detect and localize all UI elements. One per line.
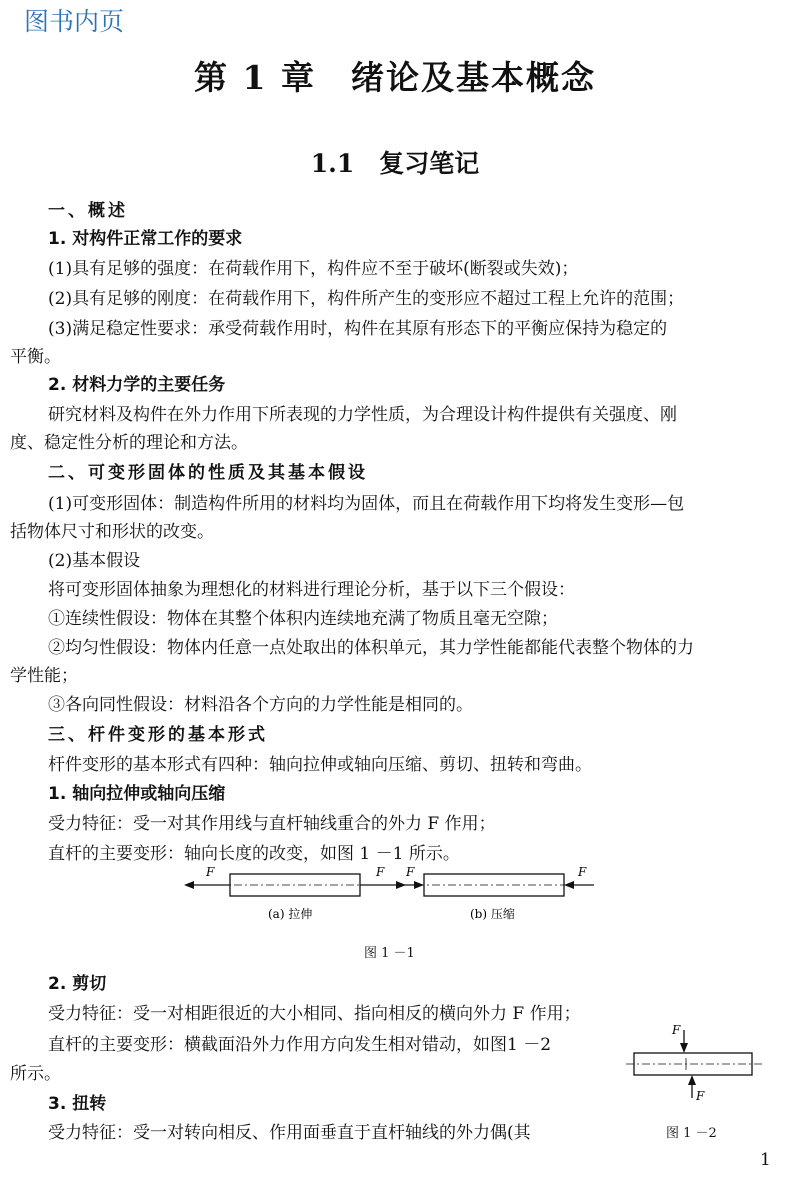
tension-diagram [184,865,406,896]
caption-compression: (b) 压缩 [470,907,515,921]
compression-force-label-left: F [406,865,415,879]
tension-force-label-left: F [206,865,215,879]
tension-force-label-right: F [376,865,385,879]
shear-deformation-cont: 所示。 [10,1064,61,1084]
top-tag: 图书内页 [24,7,125,36]
torsion-force: 受力特征：受一对转向相反、作用面垂直于直杆轴线的外力偶(其 [48,1123,531,1143]
caption-tension: (a) 拉伸 [268,907,313,921]
shear-force-label-bottom: F [696,1089,705,1103]
figure-1-1 [180,862,600,932]
shear-bottom-arrow [688,1075,696,1085]
shear-force: 受力特征：受一对相距很近的大小相同、指向相反的横向外力 F 作用； [48,1004,581,1024]
requirement-stability-cont: 平衡。 [10,347,61,367]
requirement-stiffness: (2)具有足够的刚度：在荷载作用下，构件所产生的变形应不超过工程上允许的范围； [48,289,685,309]
compression-left-arrow [414,881,424,889]
task-text: 研究材料及构件在外力作用下所表现的力学性质，为合理设计构件提供有关强度、刚 [48,405,677,425]
axial-deformation: 直杆的主要变形：轴向长度的改变，如图 1 －1 所示。 [48,844,460,864]
compression-diagram [402,865,594,896]
axial-force: 受力特征：受一对其作用线与直杆轴线重合的外力 F 作用； [48,814,496,834]
shear-force-label-top: F [672,1023,681,1037]
requirement-stability: (3)满足稳定性要求：承受荷载作用时，构件在其原有形态下的平衡应保持为稳定的 [48,319,668,339]
shear-deformation: 直杆的主要变形：横截面沿外力作用方向发生相对错动，如图1 －2 [48,1035,552,1055]
figure-1-1-title: 图 1 －1 [364,946,415,961]
heading-forms: 三、杆件变形的基本形式 [48,725,268,745]
page-number: 1 [760,1150,771,1170]
heading-task: 2. 材料力学的主要任务 [48,375,226,395]
forms-intro: 杆件变形的基本形式有四种：轴向拉伸或轴向压缩、剪切、扭转和弯曲。 [48,755,592,775]
basic-assumptions: (2)基本假设 [48,551,141,571]
assumption-continuity: ①连续性假设：物体在其整个体积内连续地充满了物质且毫无空隙； [48,609,558,629]
heading-axial: 1. 轴向拉伸或轴向压缩 [48,784,226,804]
compression-right-arrow [564,881,574,889]
task-text-cont: 度、稳定性分析的理论和方法。 [10,433,248,453]
figure-1-2 [622,1022,772,1108]
chapter-title: 第 1 章 绪论及基本概念 [194,58,596,97]
shear-top-arrow [680,1043,688,1053]
assumptions-intro: 将可变形固体抽象为理想化的材料进行理论分析，基于以下三个假设： [48,580,575,600]
assumption-isotropy: ③各向同性假设：材料沿各个方向的力学性能是相同的。 [48,695,473,715]
figure-1-2-title: 图 1 －2 [666,1126,717,1141]
tension-left-arrow [184,881,194,889]
deformable-solid-cont: 括物体尺寸和形状的改变。 [10,522,214,542]
heading-overview: 一、概述 [48,201,128,221]
heading-torsion: 3. 扭转 [48,1094,107,1114]
deformable-solid: (1)可变形固体：制造构件所用的材料均为固体，而且在荷载作用下均将发生变形—包 [48,494,685,514]
section-title: 1.1 复习笔记 [310,149,480,178]
requirement-strength: (1)具有足够的强度：在荷载作用下，构件应不至于破坏(断裂或失效)； [48,259,579,279]
heading-requirements: 1. 对构件正常工作的要求 [48,229,243,249]
heading-deformable: 二、可变形固体的性质及其基本假设 [48,463,368,483]
assumption-homogeneity: ②均匀性假设：物体内任意一点处取出的体积单元，其力学性能都能代表整个物体的力 [48,638,694,658]
compression-force-label-right: F [578,865,587,879]
assumption-homogeneity-cont: 学性能； [10,666,78,686]
heading-shear: 2. 剪切 [48,974,107,994]
